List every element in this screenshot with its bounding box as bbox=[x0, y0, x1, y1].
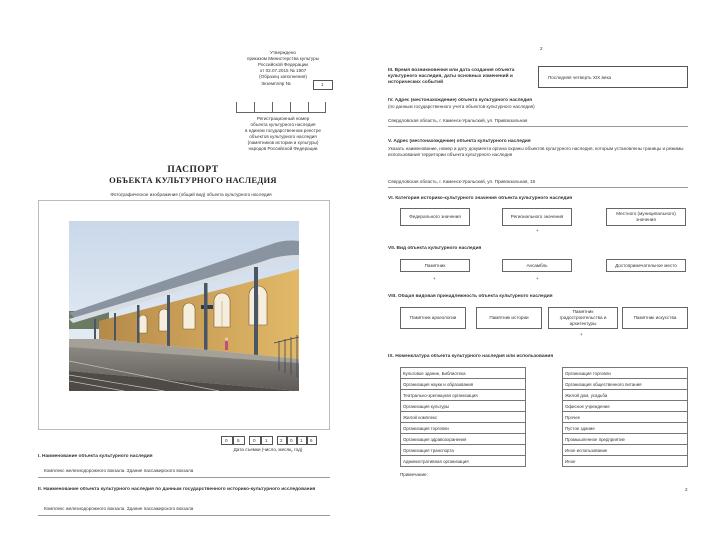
list-item: Организация торговли bbox=[562, 367, 688, 379]
list-item: Офисное учреждение bbox=[562, 400, 688, 412]
approval-line: (Образец заполнения) bbox=[259, 73, 307, 79]
list-item: Организация транспорта bbox=[400, 444, 526, 456]
approval-line: объекта культурного наследия bbox=[250, 121, 316, 127]
date-caption: Дата съемки (число, месяц, год) bbox=[233, 447, 303, 452]
station-photo bbox=[69, 221, 299, 391]
list-item: Промышленное предприятие bbox=[562, 433, 688, 445]
approval-block bbox=[223, 50, 343, 80]
date-digit: 6 bbox=[310, 438, 313, 443]
section-7-title: VII. Вид объекта культурного наследия bbox=[388, 246, 482, 251]
list-item: Жилой комплекс bbox=[400, 411, 526, 423]
approval-line: Регистрационный номер bbox=[256, 116, 310, 121]
approval-line: Утверждено bbox=[270, 50, 296, 55]
page-number-bottom: 2 bbox=[685, 487, 688, 492]
approval-line: народов Российской Федерации bbox=[248, 145, 318, 151]
copy-number-label: Экземпляр № bbox=[261, 81, 291, 86]
list-item: Организация торговли bbox=[400, 422, 526, 434]
date-digit: 0 bbox=[290, 438, 293, 443]
section-2-value: Комплекс железнодорожного вокзала. Здание пассажирского вокзала bbox=[44, 506, 194, 511]
list-item: Прочее bbox=[562, 411, 688, 423]
section-7-option: Памятник bbox=[400, 259, 470, 272]
section-6-option: Местного (муниципального) значения bbox=[606, 208, 686, 226]
passport-title bbox=[68, 165, 318, 185]
section-8-title: VIII. Общая видовая принадлежность объекта культурного наследия bbox=[388, 294, 553, 299]
approval-line: Российской Федерации bbox=[258, 61, 308, 67]
title-line-1: ПАСПОРТ bbox=[167, 165, 219, 175]
approval-line: объектов культурного наследия bbox=[249, 133, 317, 139]
copy-number: 1 bbox=[321, 82, 324, 87]
section-5-title: V. Адрес (местонахождение) объекта культурного наследия bbox=[388, 139, 531, 144]
approval-line: приказом Министерства культуры bbox=[246, 55, 320, 61]
section-3-value: Последняя четверть XIX века bbox=[548, 75, 612, 80]
list-item: Иное использование bbox=[562, 444, 688, 456]
section-6-option: Регионального значения bbox=[502, 208, 572, 226]
list-item: Административная организация bbox=[400, 455, 526, 467]
footer-label: Примечание: bbox=[400, 472, 428, 477]
section-1-value: Комплекс железнодорожного вокзала. Здание пассажирского вокзала bbox=[44, 468, 194, 473]
list-item: Культовое здание, Библиотека bbox=[400, 367, 526, 379]
section-4-sub: (по данным государственного учета объектов культурного наследия) bbox=[388, 104, 535, 109]
photo-frame bbox=[38, 200, 330, 430]
list-item: Организация здравоохранения bbox=[400, 433, 526, 445]
section-8-option: Памятник археологии bbox=[400, 307, 466, 329]
title-line-2: ОБЪЕКТА КУЛЬТУРНОГО НАСЛЕДИЯ bbox=[109, 175, 277, 185]
list-item: Пустое здание bbox=[562, 422, 688, 434]
registration-caption bbox=[223, 116, 343, 152]
date-digit: 1 bbox=[300, 438, 303, 443]
list-item: Жилой дом, усадьба bbox=[562, 389, 688, 401]
section-7-option: Достопримечательное место bbox=[606, 259, 686, 272]
section-1-title: I. Наименование объекта культурного наследия bbox=[38, 454, 153, 459]
right-page bbox=[380, 40, 700, 510]
registration-digits bbox=[236, 102, 326, 113]
section-2-title: II. Наименование объекта культурного наследия по данным государственного историко-культурного исследования bbox=[38, 487, 316, 492]
date-digit: 0 bbox=[225, 438, 228, 443]
left-page bbox=[28, 40, 358, 510]
list-item: Иное bbox=[562, 455, 688, 467]
section-6-mark: + bbox=[536, 228, 539, 233]
section-7-mark: + bbox=[433, 276, 436, 281]
date-digit: 1 bbox=[265, 438, 268, 443]
date-digit: 0 bbox=[253, 438, 256, 443]
approval-line: (памятников истории и культуры) bbox=[247, 139, 319, 145]
section-8-option: Памятник искусства bbox=[622, 307, 688, 329]
list-item: Театрально-зрелищная организация bbox=[400, 389, 526, 401]
date-boxes bbox=[221, 436, 317, 445]
section-3-title: III. Время возникновения или дата создания объекта культурного наследия, даты основных изменений и исторических событий bbox=[388, 68, 515, 86]
list-item: Организация общественного питания bbox=[562, 378, 688, 390]
photo-caption: Фотографическое изображение (общий вид) объекта культурного наследия bbox=[110, 192, 272, 197]
section-5-value: Свердловская область, г. Каменск-Уральский, ул. Привокзальная, 18 bbox=[388, 179, 536, 184]
list-item: Организация науки и образования bbox=[400, 378, 526, 390]
section-4-title: IV. Адрес (местонахождение) объекта культурного наследия bbox=[388, 98, 533, 103]
section-7-mark: + bbox=[536, 276, 539, 281]
section-7-option: Ансамбль bbox=[502, 259, 572, 272]
section-6-title: VI. Категория историко-культурного значения объекта культурного наследия bbox=[388, 196, 573, 201]
section-8-mark: + bbox=[580, 332, 583, 337]
section-9-right-list bbox=[562, 367, 688, 467]
section-5-text: Указать наименование, номер и дату документа органа охраны объектов культурного наследия, которым установлены границы и режимы использования территории объекта культурного наследия bbox=[388, 146, 684, 158]
list-item: Организация культуры bbox=[400, 400, 526, 412]
section-8-option: Памятник истории bbox=[476, 307, 542, 329]
date-digit: 5 bbox=[237, 438, 240, 443]
approval-line: от 02.07.2015 № 1907 bbox=[259, 67, 307, 73]
section-8-option: Памятник градостроительства и архитектуры bbox=[548, 307, 618, 329]
section-6-option: Федерального значения bbox=[400, 208, 470, 226]
page-number-top: 2 bbox=[540, 46, 543, 51]
copy-number-box bbox=[261, 80, 333, 90]
section-9-left-list bbox=[400, 367, 526, 467]
section-9-title: IX. Номенклатура объекта культурного наследия или использования bbox=[388, 354, 554, 359]
date-digit: 2 bbox=[280, 438, 283, 443]
section-4-value: Свердловская область, г. Каменск-Уральский, ул. Привокзальная bbox=[388, 118, 528, 123]
approval-line: в едином государственном реестре bbox=[245, 127, 321, 133]
